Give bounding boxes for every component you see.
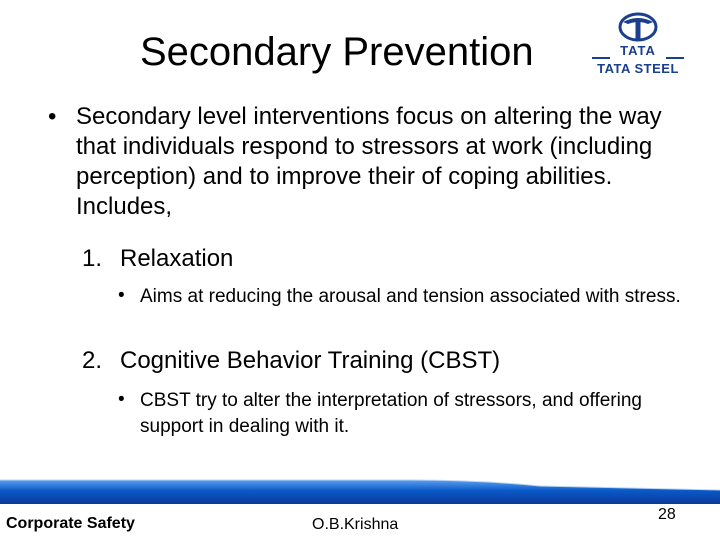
slide-number: 28 bbox=[658, 506, 676, 523]
item-number: 2. bbox=[82, 347, 103, 374]
sub-bullet-marker: • bbox=[118, 285, 125, 306]
logo-tata-steel-text: TATA STEEL bbox=[597, 61, 679, 76]
slide-title: Secondary Prevention bbox=[140, 30, 534, 74]
item-detail: Aims at reducing the arousal and tension associated with stress. bbox=[140, 286, 681, 307]
bullet-marker: • bbox=[48, 103, 57, 130]
logo-tata-text: TATA bbox=[620, 43, 656, 58]
item-label: Cognitive Behavior Training (CBST) bbox=[120, 347, 501, 374]
logo-line-left bbox=[592, 57, 610, 59]
sub-bullet-marker: • bbox=[118, 389, 125, 410]
footer-author: O.B.Krishna bbox=[312, 516, 399, 533]
intro-paragraph: Secondary level interventions focus on altering the way that individuals respond to stressors at work (including perception) and to improve their of coping abilities. Includes, bbox=[76, 103, 662, 220]
tata-steel-logo bbox=[590, 12, 686, 76]
logo-line-right bbox=[666, 57, 684, 59]
item-detail: CBST try to alter the interpretation of stressors, and offering support in dealing with it. bbox=[140, 390, 642, 437]
item-label: Relaxation bbox=[120, 245, 234, 272]
item-number: 1. bbox=[82, 245, 103, 272]
footer-band bbox=[0, 478, 720, 504]
footer-department: Corporate Safety bbox=[6, 515, 135, 532]
tata-logo-icon bbox=[590, 12, 686, 44]
